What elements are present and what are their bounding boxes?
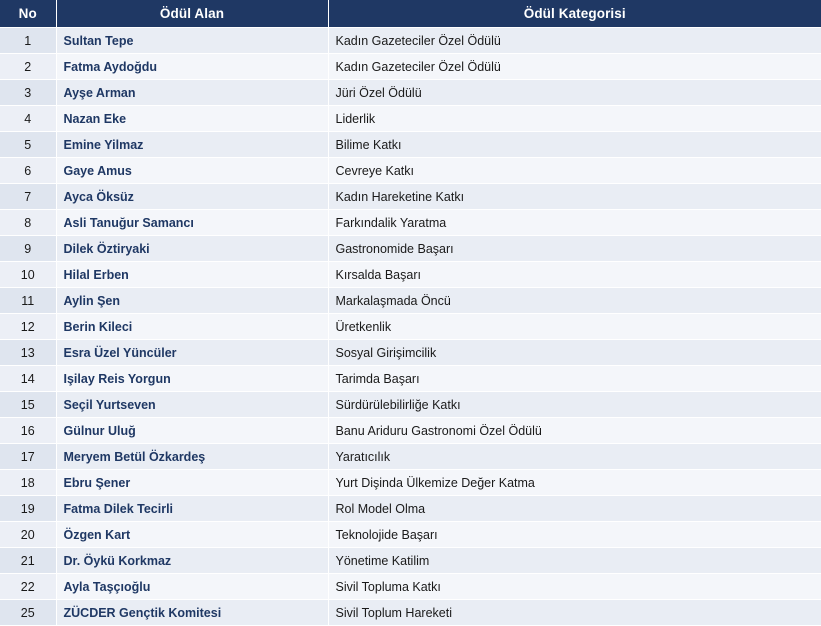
cell-recipient: Işilay Reis Yorgun <box>56 366 328 392</box>
table-row <box>0 548 821 574</box>
cell-no: 22 <box>0 574 56 600</box>
cell-category: Kadın Gazeteciler Özel Ödülü <box>328 54 821 80</box>
cell-category: Sivil Topluma Katkı <box>328 574 821 600</box>
cell-recipient: Meryem Betül Özkardeş <box>56 444 328 470</box>
cell-category: Yönetime Katilim <box>328 548 821 574</box>
cell-recipient: Esra Üzel Yüncüler <box>56 340 328 366</box>
table-row <box>0 470 821 496</box>
cell-no: 25 <box>0 600 56 626</box>
table-row <box>0 132 821 158</box>
cell-category: Kırsalda Başarı <box>328 262 821 288</box>
table-row <box>0 28 821 54</box>
cell-category: Cevreye Katkı <box>328 158 821 184</box>
table-header <box>0 0 821 28</box>
cell-recipient: Dr. Öykü Korkmaz <box>56 548 328 574</box>
cell-no: 16 <box>0 418 56 444</box>
cell-no: 9 <box>0 236 56 262</box>
cell-no: 7 <box>0 184 56 210</box>
cell-no: 8 <box>0 210 56 236</box>
table-row <box>0 210 821 236</box>
cell-category: Tarimda Başarı <box>328 366 821 392</box>
cell-category: Bilime Katkı <box>328 132 821 158</box>
cell-no: 6 <box>0 158 56 184</box>
cell-no: 11 <box>0 288 56 314</box>
table-row <box>0 444 821 470</box>
cell-recipient: Dilek Öztiryaki <box>56 236 328 262</box>
cell-no: 1 <box>0 28 56 54</box>
cell-recipient: Ayca Öksüz <box>56 184 328 210</box>
cell-category: Kadın Hareketine Katkı <box>328 184 821 210</box>
table-row <box>0 106 821 132</box>
table-row <box>0 340 821 366</box>
table-row <box>0 54 821 80</box>
cell-recipient: Ayşe Arman <box>56 80 328 106</box>
cell-recipient: Ayla Taşçıoğlu <box>56 574 328 600</box>
cell-recipient: Hilal Erben <box>56 262 328 288</box>
table-row <box>0 288 821 314</box>
cell-recipient: ZÜCDER Gençtik Komitesi <box>56 600 328 626</box>
table-row <box>0 184 821 210</box>
table-row <box>0 418 821 444</box>
cell-recipient: Gaye Amus <box>56 158 328 184</box>
cell-category: Sivil Toplum Hareketi <box>328 600 821 626</box>
cell-recipient: Özgen Kart <box>56 522 328 548</box>
table-row <box>0 366 821 392</box>
cell-recipient: Berin Kileci <box>56 314 328 340</box>
cell-no: 20 <box>0 522 56 548</box>
cell-recipient: Seçil Yurtseven <box>56 392 328 418</box>
column-header-no: No <box>0 0 56 28</box>
table-row <box>0 158 821 184</box>
cell-category: Farkındalik Yaratma <box>328 210 821 236</box>
table-row <box>0 522 821 548</box>
table-row <box>0 314 821 340</box>
cell-recipient: Asli Tanuğur Samancı <box>56 210 328 236</box>
cell-no: 4 <box>0 106 56 132</box>
cell-category: Üretkenlik <box>328 314 821 340</box>
cell-category: Yaratıcılık <box>328 444 821 470</box>
cell-recipient: Sultan Tepe <box>56 28 328 54</box>
cell-no: 21 <box>0 548 56 574</box>
cell-recipient: Emine Yilmaz <box>56 132 328 158</box>
cell-no: 19 <box>0 496 56 522</box>
cell-recipient: Aylin Şen <box>56 288 328 314</box>
table-row <box>0 496 821 522</box>
cell-category: Liderlik <box>328 106 821 132</box>
cell-no: 14 <box>0 366 56 392</box>
table-row <box>0 236 821 262</box>
table-row <box>0 600 821 626</box>
cell-category: Sosyal Girişimcilik <box>328 340 821 366</box>
cell-recipient: Ebru Şener <box>56 470 328 496</box>
table-row <box>0 262 821 288</box>
cell-category: Rol Model Olma <box>328 496 821 522</box>
cell-category: Teknolojide Başarı <box>328 522 821 548</box>
table-body <box>0 28 821 626</box>
cell-no: 17 <box>0 444 56 470</box>
cell-no: 3 <box>0 80 56 106</box>
cell-category: Sürdürülebilirliğe Katkı <box>328 392 821 418</box>
cell-category: Markalaşmada Öncü <box>328 288 821 314</box>
cell-no: 2 <box>0 54 56 80</box>
cell-category: Gastronomide Başarı <box>328 236 821 262</box>
table-header-row <box>0 0 821 28</box>
cell-recipient: Fatma Dilek Tecirli <box>56 496 328 522</box>
cell-category: Banu Ariduru Gastronomi Özel Ödülü <box>328 418 821 444</box>
cell-category: Jüri Özel Ödülü <box>328 80 821 106</box>
column-header-category: Ödül Kategorisi <box>328 0 821 28</box>
cell-no: 10 <box>0 262 56 288</box>
cell-no: 15 <box>0 392 56 418</box>
cell-recipient: Fatma Aydoğdu <box>56 54 328 80</box>
table-row <box>0 80 821 106</box>
cell-recipient: Gülnur Uluğ <box>56 418 328 444</box>
cell-category: Kadın Gazeteciler Özel Ödülü <box>328 28 821 54</box>
cell-recipient: Nazan Eke <box>56 106 328 132</box>
cell-no: 18 <box>0 470 56 496</box>
table-row <box>0 392 821 418</box>
cell-no: 5 <box>0 132 56 158</box>
cell-category: Yurt Dişinda Ülkemize Değer Katma <box>328 470 821 496</box>
cell-no: 12 <box>0 314 56 340</box>
column-header-recipient: Ödül Alan <box>56 0 328 28</box>
cell-no: 13 <box>0 340 56 366</box>
